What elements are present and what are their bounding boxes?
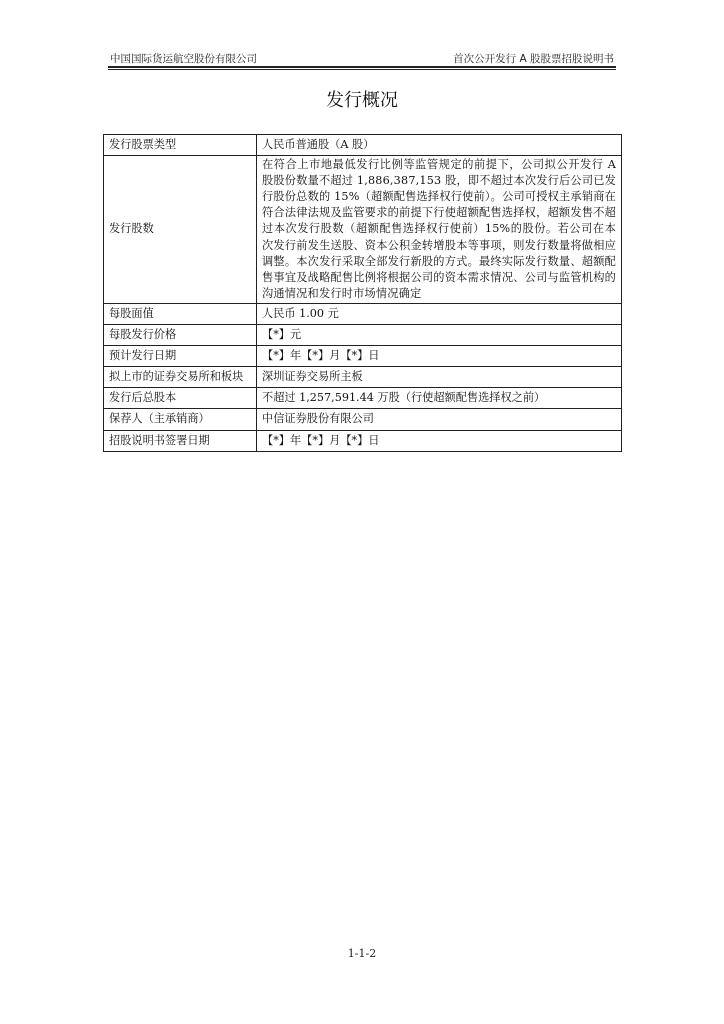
row-label: 每股面值 <box>104 303 257 324</box>
header-document-title: 首次公开发行 A 股股票招股说明书 <box>453 53 614 65</box>
page-title: 发行概况 <box>326 90 398 111</box>
row-value: 深圳证券交易所主板 <box>257 367 622 388</box>
row-value: 【*】年【*】月【*】日 <box>257 346 622 367</box>
table-row <box>104 409 622 430</box>
offering-overview-table <box>103 134 622 452</box>
table-row <box>104 135 622 156</box>
table-row <box>104 388 622 409</box>
row-label: 拟上市的证券交易所和板块 <box>104 367 257 388</box>
row-label: 发行股票类型 <box>104 135 257 156</box>
table-row <box>104 303 622 324</box>
row-label: 每股发行价格 <box>104 325 257 346</box>
table-row <box>104 156 622 304</box>
row-value: 在符合上市地最低发行比例等监管规定的前提下，公司拟公开发行 A 股股份数量不超过 1,886,387,153 股，即不超过本次发行后公司已发行股份总数的 15%（超额配售选择权行使前）。公司可授权主承销商在符合法律法规及监管要求的前提下行使超额配售选择权，超额发售不超过本次发行股数（超额配售选择权行使前）15%的股份。若公司在本次发行前发生送股、资本公积金转增股本等事项，则发行数量将做相应调整。本次发行采取全部发行新股的方式。最终实际发行数量、超额配售事宜及战略配售比例将根据公司的资本需求情况、公司与监管机构的沟通情况和发行时市场情况确定 <box>257 156 622 304</box>
table-row <box>104 346 622 367</box>
row-value: 人民币普通股（A 股） <box>257 135 622 156</box>
row-label: 招股说明书签署日期 <box>104 430 257 451</box>
table-row <box>104 367 622 388</box>
row-value: 【*】年【*】月【*】日 <box>257 430 622 451</box>
page-number: 1-1-2 <box>347 947 377 960</box>
table-row <box>104 430 622 451</box>
row-value: 人民币 1.00 元 <box>257 303 622 324</box>
header-company: 中国国际货运航空股份有限公司 <box>110 53 257 65</box>
row-label: 保荐人（主承销商） <box>104 409 257 430</box>
table-row <box>104 325 622 346</box>
row-label: 发行股数 <box>104 156 257 304</box>
row-value: 中信证券股份有限公司 <box>257 409 622 430</box>
row-label: 发行后总股本 <box>104 388 257 409</box>
page-header <box>108 52 616 66</box>
header-rule-thin <box>108 69 616 70</box>
row-value: 【*】元 <box>257 325 622 346</box>
header-rule <box>108 66 616 68</box>
row-value: 不超过 1,257,591.44 万股（行使超额配售选择权之前） <box>257 388 622 409</box>
row-label: 预计发行日期 <box>104 346 257 367</box>
